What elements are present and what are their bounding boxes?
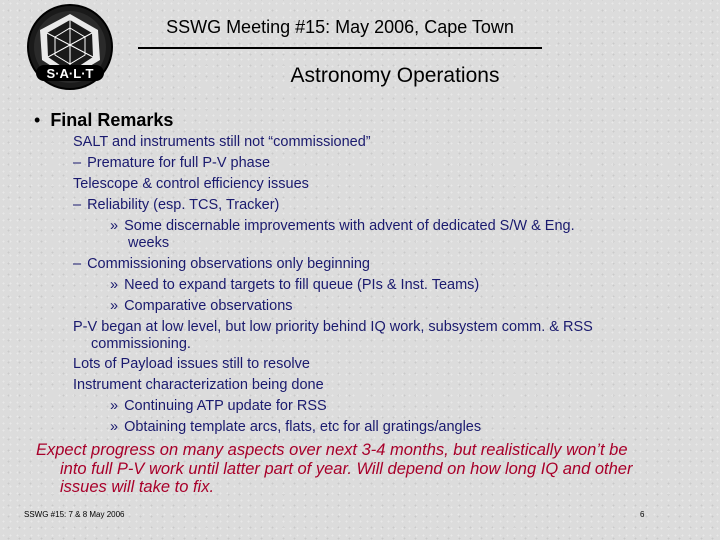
dash-marker: – bbox=[73, 256, 82, 272]
header-divider bbox=[138, 47, 542, 49]
sub-marker: » bbox=[110, 277, 119, 293]
list-item: Instrument characterization being done bbox=[73, 377, 324, 393]
list-item: – Reliability (esp. TCS, Tracker) bbox=[73, 197, 280, 213]
page-number: 6 bbox=[640, 510, 645, 519]
list-item: » Need to expand targets to fill queue (PIs & Inst. Teams) bbox=[110, 277, 480, 293]
list-item: » Continuing ATP update for RSS bbox=[110, 398, 327, 414]
list-item: P-V began at low level, but low priority behind IQ work, subsystem comm. & RSS bbox=[73, 319, 593, 335]
footer-meeting-date: SSWG #15: 7 & 8 May 2006 bbox=[24, 510, 125, 519]
closing-line: into full P-V work until latter part of year. Will depend on how long IQ and other bbox=[60, 459, 633, 478]
list-item: » Obtaining template arcs, flats, etc for all gratings/angles bbox=[110, 419, 482, 435]
bullet-marker: • bbox=[34, 110, 41, 130]
sub-marker: » bbox=[110, 419, 119, 435]
sub-marker: » bbox=[110, 398, 119, 414]
dash-marker: – bbox=[73, 155, 82, 171]
bullet-heading-text: Final Remarks bbox=[50, 110, 174, 130]
list-item: Telescope & control efficiency issues bbox=[73, 176, 309, 192]
closing-line: Expect progress on many aspects over next 3-4 months, but realistically won’t be bbox=[36, 441, 628, 459]
list-item-continuation: weeks bbox=[128, 235, 170, 251]
sub-marker: » bbox=[110, 298, 119, 314]
logo-text: S·A·L·T bbox=[46, 66, 94, 81]
salt-logo bbox=[18, 2, 122, 92]
list-item: Lots of Payload issues still to resolve bbox=[73, 356, 310, 372]
list-item: – Commissioning observations only beginning bbox=[73, 256, 370, 272]
list-item: » Some discernable improvements with advent of dedicated S/W & Eng. bbox=[110, 218, 575, 234]
dash-marker: – bbox=[73, 197, 82, 213]
closing-line: issues will take to fix. bbox=[60, 478, 215, 496]
sub-marker: » bbox=[110, 218, 119, 234]
meeting-title: SSWG Meeting #15: May 2006, Cape Town bbox=[166, 17, 514, 37]
list-item: » Comparative observations bbox=[110, 298, 293, 314]
closing-remark bbox=[36, 441, 706, 497]
bullet-heading bbox=[34, 110, 173, 131]
list-item: – Premature for full P-V phase bbox=[73, 155, 271, 171]
slide-title: Astronomy Operations bbox=[290, 64, 500, 87]
list-item: SALT and instruments still not “commissioned” bbox=[73, 134, 371, 150]
list-item-continuation: commissioning. bbox=[91, 336, 191, 352]
